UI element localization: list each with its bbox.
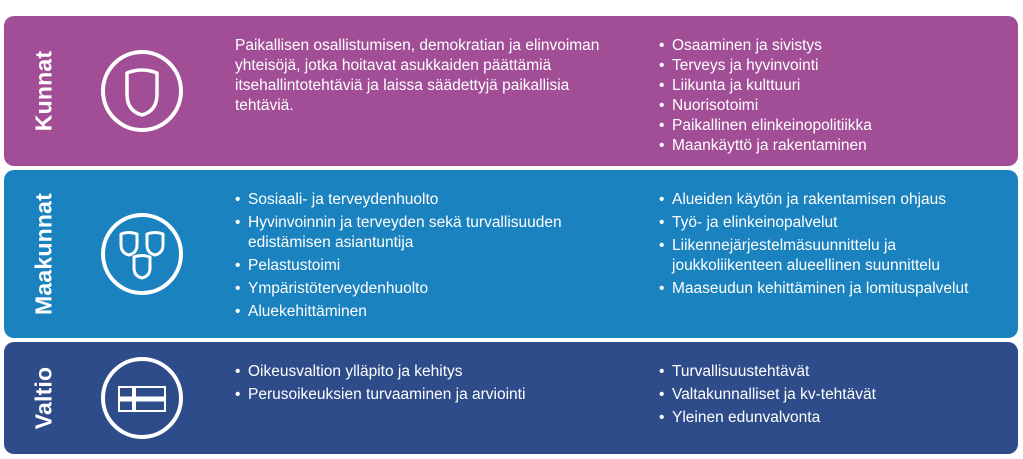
- valtio-right-list: [659, 362, 999, 431]
- list-item: • Ympäristöterveydenhuolto: [235, 279, 615, 299]
- kunnat-description: [235, 36, 610, 116]
- flag-icon: [100, 356, 184, 440]
- band-label: [4, 342, 84, 454]
- shield-icon: [100, 49, 184, 133]
- list-item: • Sosiaali- ja terveydenhuolto: [235, 190, 615, 210]
- list-item: • Oikeusvaltion ylläpito ja kehitys: [235, 362, 615, 382]
- list-item: • Terveys ja hyvinvointi: [659, 56, 999, 76]
- three-shields-icon: [100, 212, 184, 296]
- list-item: • Pelastustoimi: [235, 256, 615, 276]
- list-item: • Osaaminen ja sivistys: [659, 36, 999, 56]
- band-maakunnat: [4, 170, 1018, 338]
- list-item: • Hyvinvoinnin ja terveyden sekä turvallisuuden edistämisen asiantuntija: [235, 213, 615, 253]
- maakunnat-right-list: [659, 190, 999, 302]
- list-item: • Liikunta ja kulttuuri: [659, 76, 999, 96]
- band-kunnat: [4, 16, 1018, 166]
- kunnat-right-list: [659, 36, 999, 156]
- list-item: • Maaseudun kehittäminen ja lomituspalvelut: [659, 279, 999, 299]
- list-item: • Valtakunnalliset ja kv-tehtävät: [659, 385, 999, 405]
- list-item: • Perusoikeuksien turvaaminen ja arviointi: [235, 385, 615, 405]
- list-item: • Työ- ja elinkeinopalvelut: [659, 213, 999, 233]
- list-item: • Yleinen edunvalvonta: [659, 408, 999, 428]
- list-item: • Maankäyttö ja rakentaminen: [659, 136, 999, 156]
- list-item: • Aluekehittäminen: [235, 302, 615, 322]
- valtio-left-list: [235, 362, 615, 408]
- band-title: Kunnat: [30, 50, 57, 132]
- band-label: [4, 16, 84, 166]
- description-text: Paikallisen osallistumisen, demokratian ja elinvoiman yhteisöjä, jotka hoitavat asukkaiden päättämiä itsehallintotehtäviä ja laissa säädettyjä paikallisia tehtäviä.: [235, 37, 600, 114]
- list-item: • Liikennejärjestelmäsuunnittelu ja joukkoliikenteen alueellinen suunnittelu: [659, 236, 999, 276]
- maakunnat-left-list: [235, 190, 615, 325]
- list-item: • Paikallinen elinkeinopolitiikka: [659, 116, 999, 136]
- band-title: Maakunnat: [30, 193, 57, 315]
- list-item: • Alueiden käytön ja rakentamisen ohjaus: [659, 190, 999, 210]
- list-item: • Turvallisuustehtävät: [659, 362, 999, 382]
- band-title: Valtio: [30, 366, 57, 430]
- band-valtio: [4, 342, 1018, 454]
- band-label: [4, 170, 84, 338]
- list-item: • Nuorisotoimi: [659, 96, 999, 116]
